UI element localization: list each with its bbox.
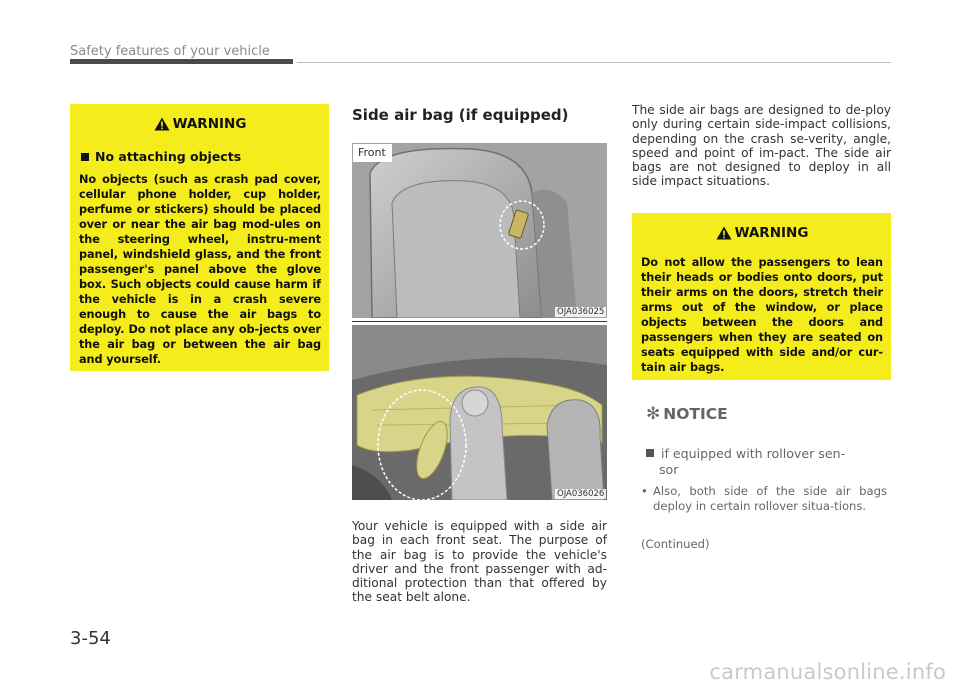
- bullet-dot-icon: •: [641, 484, 648, 498]
- warning-title-text: WARNING: [734, 225, 809, 241]
- notice-subtitle-line1: if equipped with rollover sen-: [661, 446, 846, 461]
- warning-box-passengers: [632, 213, 891, 380]
- warning-box-attaching-objects: [70, 104, 329, 371]
- header-rule: [297, 62, 891, 63]
- warning-subtitle: [79, 149, 321, 164]
- header-bar: [70, 59, 293, 64]
- image1-code: OJA036025: [557, 307, 605, 317]
- notice-title: [646, 404, 728, 424]
- cabin-airbag-illustration: [352, 325, 607, 500]
- page-header-title: Safety features of your vehicle: [70, 44, 270, 59]
- warning-body: No objects (such as crash pad cover, cellular phone holder, cup holder, perfume or stickers) should be placed over or near the air bag mod-ules on the steering wheel, instru-ment panel, windshield glass, and the front passenger's panel above the glove box. Such objects could cause harm if the vehicle is in a crash severe enough to cause the air bags to deploy. Do not place any ob-jects over the air bag or between the air bag and yourself.: [79, 173, 321, 366]
- square-bullet-icon: [81, 153, 89, 161]
- side-airbag-design-paragraph: The side air bags are designed to de-ploy only during certain side-impact collisions, depending on the crash se-verity, angle, speed and point of im-pact. The side air bags are not designed to deploy in all side impact situations.: [632, 103, 891, 189]
- warning-triangle-icon: [154, 117, 170, 131]
- warning-title: [79, 114, 321, 134]
- notice-subtitle: [646, 446, 886, 478]
- notice-bullet-text: Also, both side of the side air bags deploy in certain rollover situa-tions.: [653, 484, 887, 513]
- warning-triangle-icon: [716, 226, 732, 240]
- warning-subtitle-text: No attaching objects: [95, 149, 242, 164]
- image-divider: [352, 321, 607, 322]
- notice-star-icon: ✻: [646, 404, 661, 424]
- notice-bullet: [641, 484, 887, 514]
- seat-airbag-illustration: [352, 143, 607, 318]
- notice-subtitle-line2: sor: [659, 462, 679, 477]
- image2-code: OJA036026: [557, 489, 605, 499]
- square-bullet-icon: [646, 449, 654, 457]
- warning-title: [641, 223, 883, 243]
- side-airbag-paragraph: Your vehicle is equipped with a side air bag in each front seat. The purpose of the air bag is to provide the vehicle's driver and the front passenger with ad-ditional protection than that offered by the seat belt alone.: [352, 519, 607, 605]
- notice-title-text: NOTICE: [663, 405, 728, 423]
- warning-body: Do not allow the passengers to lean their heads or bodies onto doors, put their arms on the doors, stretch their arms out of the window, or place objects between the doors and passengers when they are seated on seats equipped with side and/or cur-tain air bags.: [641, 256, 883, 374]
- page-number: 3-54: [70, 628, 111, 649]
- continued-label: (Continued): [641, 537, 710, 551]
- section-heading: Side air bag (if equipped): [352, 106, 569, 124]
- image-front-label: Front: [353, 144, 392, 162]
- warning-title-text: WARNING: [172, 116, 247, 132]
- watermark: carmanualsonline.info: [709, 660, 946, 684]
